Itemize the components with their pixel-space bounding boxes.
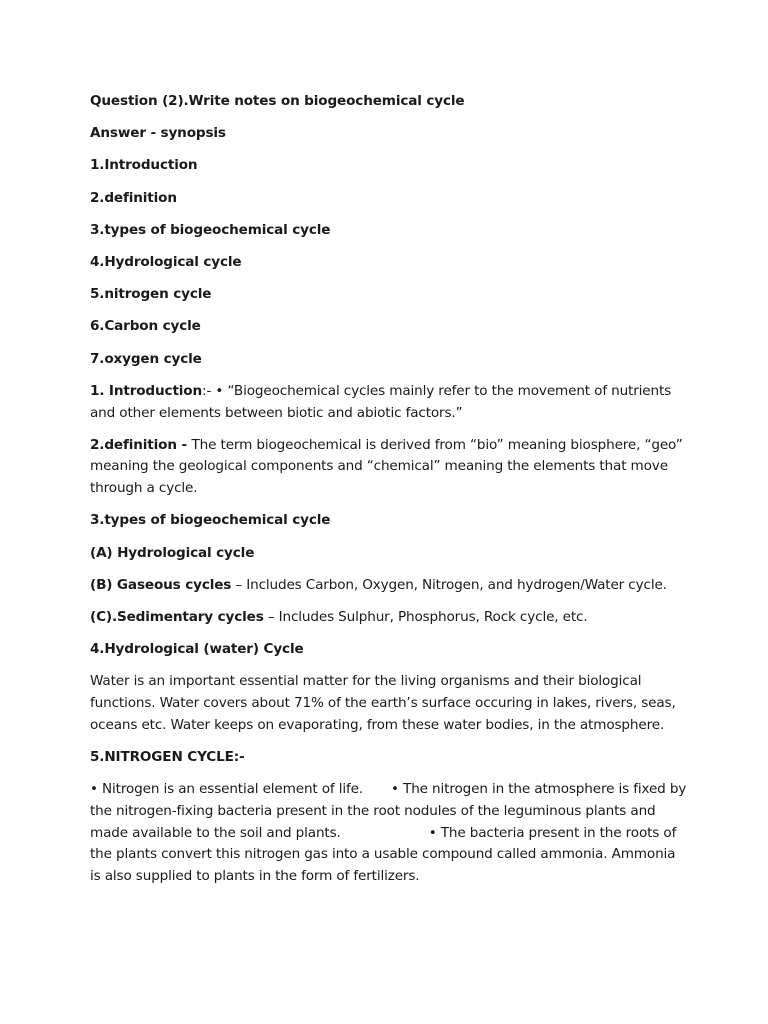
- nitrogen-paragraph: [90, 779, 690, 888]
- nitrogen-bullet-3: • The bacteria present in the roots of the plants convert this nitrogen gas into a usable compound called ammonia. Ammonia is also supplied to plants in the form of fertilizers.: [90, 824, 677, 884]
- type-c-sedimentary: [90, 607, 690, 629]
- definition-paragraph: [90, 435, 690, 500]
- hydrological-heading: 4.Hydrological (water) Cycle: [90, 641, 304, 658]
- synopsis-item-carbon: 6.Carbon cycle: [90, 318, 201, 335]
- synopsis-item-oxygen: 7.oxygen cycle: [90, 350, 202, 367]
- introduction-separator: :- •: [202, 382, 228, 399]
- synopsis-item-introduction: 1.Introduction: [90, 157, 198, 174]
- synopsis-item-definition: 2.definition: [90, 189, 177, 206]
- type-a-hydrological: (A) Hydrological cycle: [90, 544, 255, 561]
- answer-heading: Answer - synopsis: [90, 125, 226, 142]
- question-heading: Question (2).Write notes on biogeochemical cycle: [90, 93, 465, 109]
- hydrological-paragraph: Water is an important essential matter for the living organisms and their biological functions. Water covers about 71% of the earth’s surface occuring in lakes, rivers, seas, oceans etc. Water keeps on evaporating, from these water bodies, in the atmosphere.: [90, 673, 676, 733]
- synopsis-item-types: 3.types of biogeochemical cycle: [90, 221, 331, 238]
- synopsis-item-nitrogen: 5.nitrogen cycle: [90, 286, 212, 303]
- introduction-label: . Introduction: [99, 382, 203, 399]
- nitrogen-bullet-2: • The nitrogen in the atmosphere is fixed by the nitrogen-fixing bacteria present in the root nodules of the leguminous plants and made available to the soil and plants.: [90, 781, 687, 841]
- types-heading: 3.types of biogeochemical cycle: [90, 512, 331, 529]
- type-c-label: (C).Sedimentary cycles: [90, 608, 264, 625]
- definition-label: 2.definition -: [90, 436, 192, 453]
- synopsis-item-hydrological: 4.Hydrological cycle: [90, 254, 242, 271]
- nitrogen-bullet-1: • Nitrogen is an essential element of life.: [90, 781, 364, 798]
- definition-text: The term biogeochemical is derived from “bio” meaning biosphere, “geo” meaning the geological components and “chemical” meaning the elements that move through a cycle.: [90, 436, 683, 497]
- introduction-paragraph: [90, 381, 690, 424]
- document-body: [90, 91, 690, 898]
- nitrogen-heading: 5.NITROGEN CYCLE:-: [90, 748, 245, 765]
- type-b-gaseous: [90, 575, 690, 597]
- introduction-number: 1: [90, 382, 100, 399]
- type-b-text: – Includes Carbon, Oxygen, Nitrogen, and hydrogen/Water cycle.: [231, 576, 667, 593]
- type-b-label: (B) Gaseous cycles: [90, 576, 232, 593]
- introduction-text: “Biogeochemical cycles mainly refer to the movement of nutrients and other elements between biotic and abiotic factors.”: [90, 382, 672, 421]
- type-c-text: – Includes Sulphur, Phosphorus, Rock cycle, etc.: [263, 608, 588, 625]
